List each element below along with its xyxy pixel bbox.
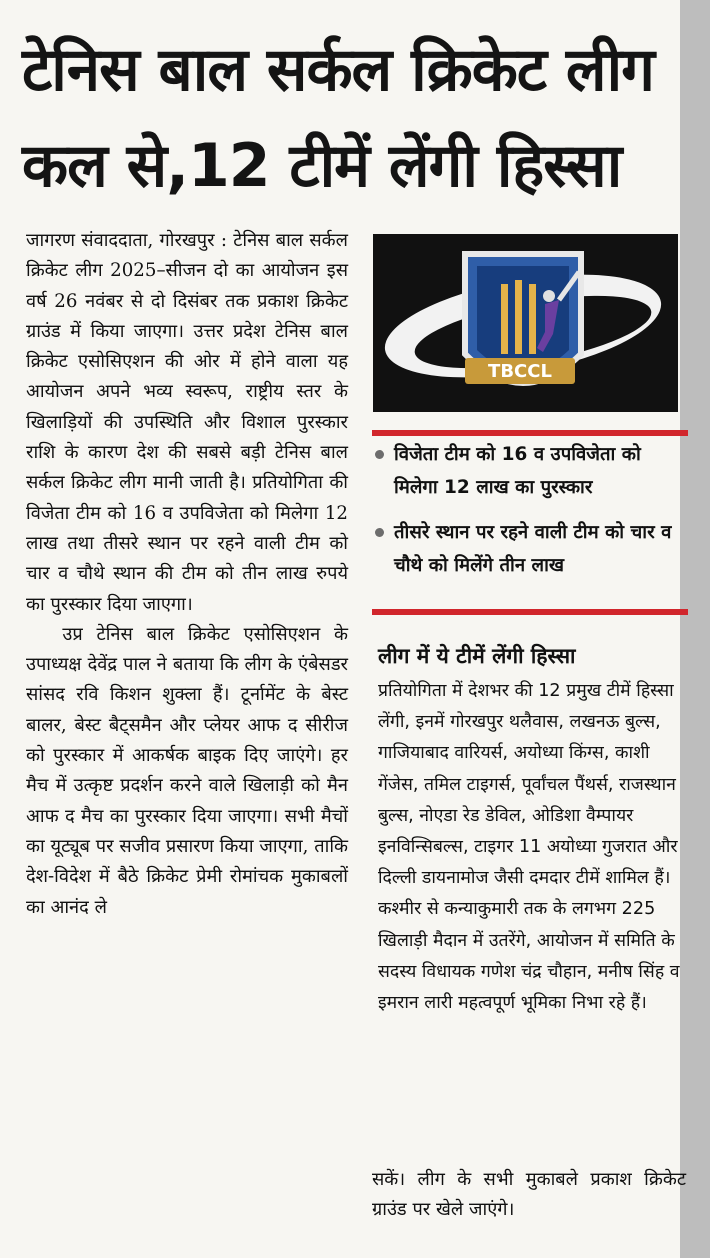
- stump-icon: [515, 280, 522, 354]
- headline: टेनिस बाल सर्कल क्रिकेट लीग कल से,12 टीमें लेंगी हिस्सा: [22, 35, 654, 201]
- bullet-icon: [375, 450, 384, 459]
- divider-top: [372, 430, 688, 436]
- highlight-text: विजेता टीम को 16 व उपविजेता को मिलेगा 12 लाख का पुरस्कार: [394, 444, 641, 498]
- teams-paragraph: प्रतियोगिता में देशभर की 12 प्रमुख टीमें हिस्सा लेंगी, इनमें गोरखपुर थलैवास, लखनऊ बुल्स, गाजियाबाद वारियर्स, अयोध्या किंग्स, काशी गेंजेस, तमिल टाइगर्स, पूर्वांचल पैंथर्स, राजस्थान बुल्स, नोएडा रेड डेविल, ओडिशा वैम्पायर इनविन्सिबल्स, टाइगर 11 अयोध्या गुजरात और दिल्ली डायनामोज जैसी दमदार टीमें शामिल हैं। कश्मीर से कन्याकुमारी तक के लगभग 225 खिलाड़ी मैदान में उतरेंगे, आयोजन में समिति के सदस्य विधायक गणेश चंद्र चौहान, मनीष सिंह व इमरान लारी महत्वपूर्ण भूमिका निभा रहे हैं।: [378, 681, 680, 1014]
- player-head-icon: [543, 290, 555, 302]
- league-logo-image: [373, 234, 678, 412]
- article-left-column: [26, 226, 348, 923]
- paragraph-intro: जागरण संवाददाता, गोरखपुर : टेनिस बाल सर्कल क्रिकेट लीग 2025–सीजन दो का आयोजन इस वर्ष 26 नवंबर से दो दिसंबर तक प्रकाश क्रिकेट ग्राउंड में किया जाएगा। उत्तर प्रदेश टेनिस बाल क्रिकेट एसोसिएशन की ओर में होने वाला यह आयोजन अपने भव्य स्वरूप, राष्ट्रीय स्तर के खिलाड़ियों की उपस्थिति और विशाल पुरस्कार राशि के कारण देश की सबसे बड़ी टेनिस बाल सर्कल क्रिकेट लीग मानी जाती है। प्रतियोगिता की विजेता टीम को 16 व उपविजेता को मिलेगा 12 लाख तथा तीसरे स्थान पर रहने वाली टीम को चार व चौथे स्थान की टीम को तीन लाख रुपये का पुरस्कार दिया जाएगा।: [26, 230, 348, 615]
- paragraph-details: उप्र टेनिस बाल क्रिकेट एसोसिएशन के उपाध्यक्ष देवेंद्र पाल ने बताया कि लीग के एंबेसडर सांसद रवि किशन शुक्ला हैं। टूर्नामेंट के बेस्ट बालर, बेस्ट बैट्समैन और प्लेयर आफ द सीरीज को पुरस्कार में आकर्षक बाइक दिए जाएंगे। हर मैच में उत्कृष्ट प्रदर्शन करने वाले खिलाड़ी को मैन आफ द मैच का पुरस्कार दिया जाएगा। सभी मैचों का यूट्यूब पर सजीव प्रसारण किया जाएगा, ताकि देश-विदेश में बैठे क्रिकेट प्रेमी रोमांचक मुकाबलों का आनंद ले: [26, 623, 348, 918]
- stump-icon: [529, 284, 536, 354]
- page-edge: [680, 0, 710, 1258]
- logo-text: TBCCL: [488, 361, 552, 382]
- highlights-box: [372, 438, 684, 594]
- highlight-text: तीसरे स्थान पर रहने वाली टीम को चार व चौथे को मिलेंगे तीन लाख: [394, 522, 672, 576]
- bullet-icon: [375, 528, 384, 537]
- highlight-item: [372, 516, 684, 582]
- highlight-item: [372, 438, 684, 504]
- tbccl-logo: [373, 234, 678, 412]
- article-tail: सकें। लीग के सभी मुकाबले प्रकाश क्रिकेट ग्राउंड पर खेले जाएंगे।: [372, 1169, 686, 1220]
- divider-bottom: [372, 609, 688, 615]
- teams-subheading: लीग में ये टीमें लेंगी हिस्सा: [378, 644, 576, 668]
- stump-icon: [501, 284, 508, 354]
